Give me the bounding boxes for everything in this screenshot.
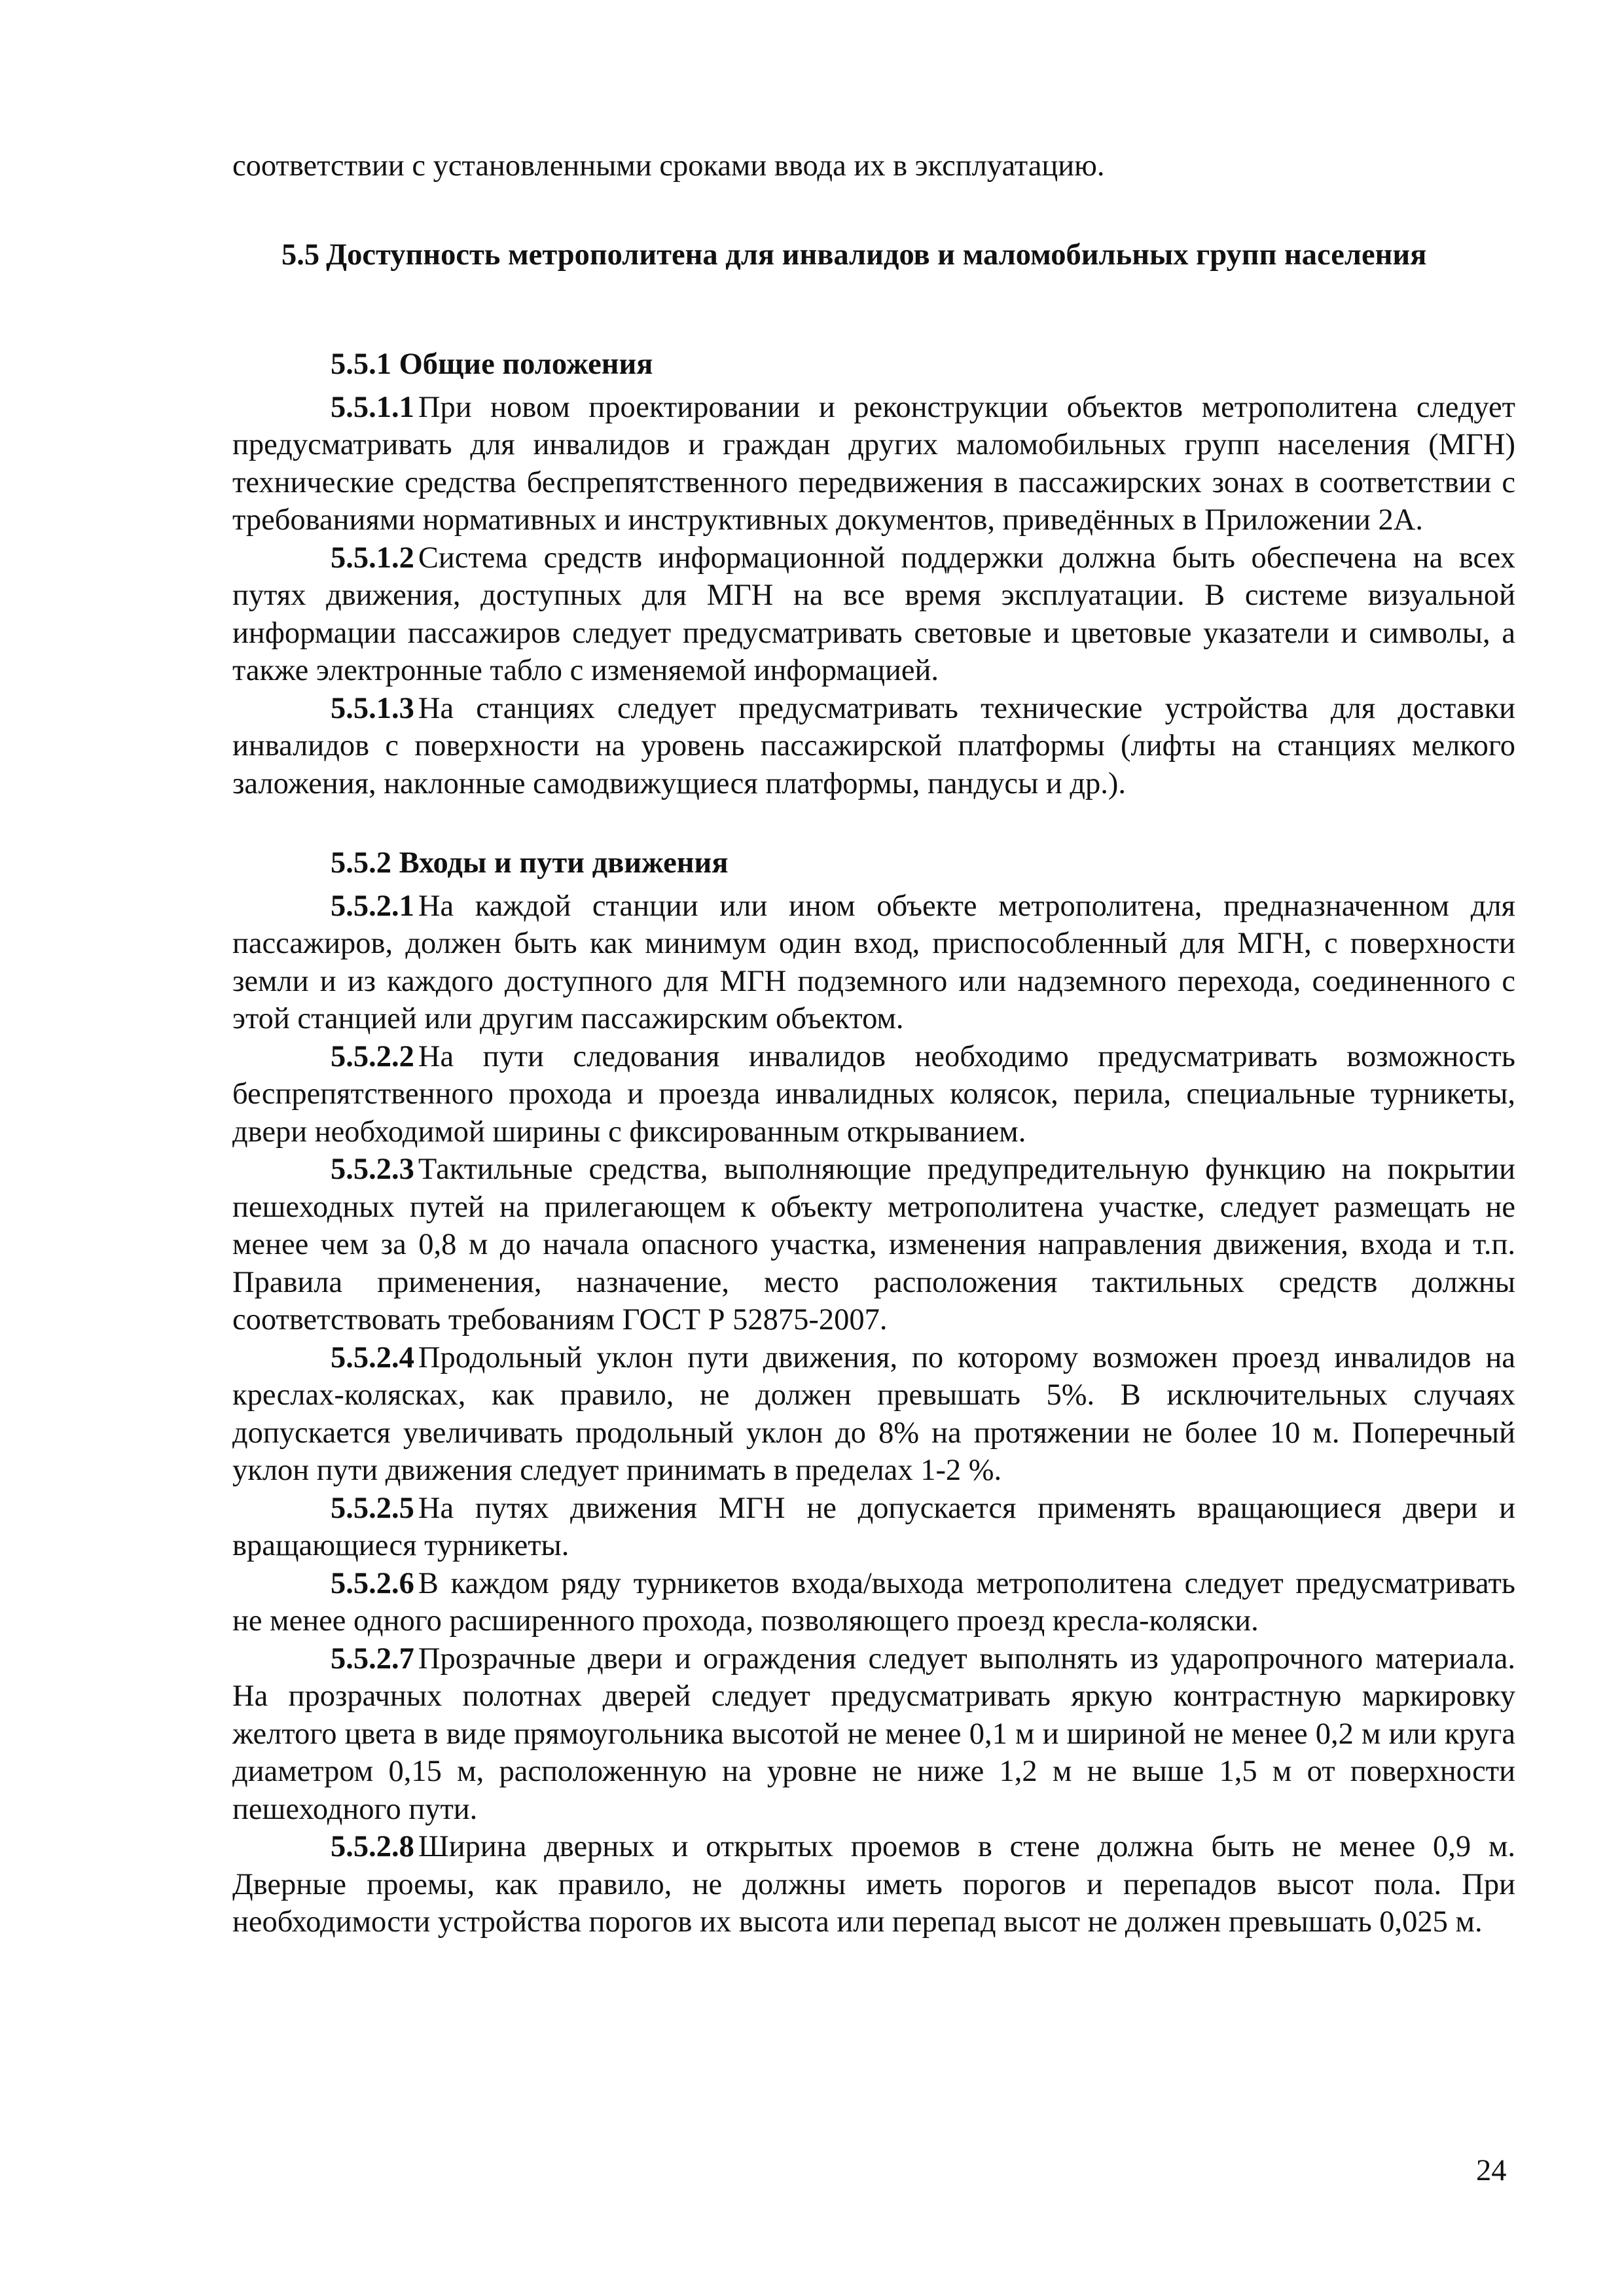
paragraph-5-5-1-2 [232, 539, 1515, 690]
paragraph-5-5-2-7 [232, 1640, 1515, 1829]
paragraph-text: На пути следования инвалидов необходимо предусматривать возможность беспрепятственного прохода и проезда инвалидных колясок, перила, специальные турникеты, двери необходимой ширины с фиксированным открыванием. [232, 1039, 1515, 1149]
paragraph-number: 5.5.2.3 [331, 1153, 414, 1186]
paragraph-5-5-2-4 [232, 1339, 1515, 1490]
paragraph-text: На станциях следует предусматривать технические устройства для доставки инвалидов с поверхности на уровень пассажирской платформы (лифты на станциях мелкого заложения, наклонные самодвижущиеся платформы, пандусы и др.). [232, 691, 1515, 800]
paragraph-number: 5.5.1.3 [331, 691, 414, 725]
paragraph-text: На путях движения МГН не допускается применять вращающиеся двери и вращающиеся турникеты. [232, 1491, 1515, 1562]
paragraph-5-5-2-8 [232, 1828, 1515, 1941]
paragraph-number: 5.5.2.5 [331, 1491, 414, 1525]
paragraph-text: При новом проектировании и реконструкции объектов метрополитена следует предусматривать для инвалидов и граждан других маломобильных групп населения (МГН) технические средства беспрепятственного передвижения в пассажирских зонах в соответствии с требованиями нормативных и инструктивных документов, приведённых в Приложении 2А. [232, 390, 1515, 537]
paragraph-text: Система средств информационной поддержки должна быть обеспечена на всех путях движения, доступных для МГН на все время эксплуатации. В системе визуальной информации пассажиров следует предусматривать световые и цветовые указатели и символы, а также электронные табло с изменяемой информацией. [232, 541, 1515, 687]
subsection-heading-entrances: 5.5.2 Входы и пути движения [331, 846, 729, 880]
section-heading [232, 236, 1515, 274]
continuation-line: соответствии с установленными сроками ввода их в эксплуатацию. [232, 149, 1105, 183]
paragraph-5-5-2-2 [232, 1038, 1515, 1151]
paragraph-number: 5.5.2.7 [331, 1641, 414, 1676]
paragraph-5-5-1-3 [232, 690, 1515, 803]
paragraph-5-5-2-1 [232, 888, 1515, 1038]
document-page [232, 147, 1515, 1941]
paragraph-5-5-2-3 [232, 1151, 1515, 1339]
paragraph-text: На каждой станции или ином объекте метрополитена, предназначенном для пассажиров, должен быть как минимум один вход, приспособленный для МГН, с поверхности земли и из каждого доступного для МГН подземного или надземного перехода, соединенного с этой станцией или другим пассажирским объектом. [232, 889, 1515, 1035]
paragraph-number: 5.5.2.6 [331, 1566, 414, 1600]
paragraph-number: 5.5.2.4 [331, 1340, 414, 1374]
paragraph-5-5-2-5 [232, 1490, 1515, 1565]
subsection-heading-general: 5.5.1 Общие положения [331, 348, 653, 381]
paragraph-number: 5.5.2.8 [331, 1830, 414, 1863]
paragraph-5-5-1-1 [232, 389, 1515, 539]
paragraph-text: В каждом ряду турникетов входа/выхода метрополитена следует предусматривать не менее одного расширенного прохода, позволяющего проезд кресла-коляски. [232, 1566, 1515, 1638]
paragraph-text: Ширина дверных и открытых проемов в стене должна быть не менее 0,9 м. Дверные проемы, как правило, не должны иметь порогов и перепадов высот пола. При необходимости устройства порогов их высота или перепад высот не должен превышать 0,025 м. [232, 1830, 1515, 1939]
paragraph-5-5-2-6 [232, 1565, 1515, 1640]
section-number: 5.5 [281, 238, 320, 272]
paragraph-number: 5.5.1.1 [331, 390, 414, 424]
paragraph-number: 5.5.2.2 [331, 1039, 414, 1073]
paragraph-number: 5.5.2.1 [331, 889, 414, 923]
paragraph-number: 5.5.1.2 [331, 541, 414, 575]
paragraph-text: Продольный уклон пути движения, по которому возможен проезд инвалидов на креслах-колясках, как правило, не должен превышать 5%. В исключительных случаях допускается увеличивать продольный уклон до 8% на протяжении не более 10 м. Поперечный уклон пути движения следует принимать в пределах 1-2 %. [232, 1340, 1515, 1487]
paragraph-text: Прозрачные двери и ограждения следует выполнять из ударопрочного материала. На прозрачных полотнах дверей следует предусматривать яркую контрастную маркировку желтого цвета в виде прямоугольника высотой не менее 0,1 м и шириной не менее 0,2 м или круга диаметром 0,15 м, расположенную на уровне не ниже 1,2 м не выше 1,5 м от поверхности пешеходного пути. [232, 1641, 1515, 1826]
paragraph-text: Тактильные средства, выполняющие предупредительную функцию на покрытии пешеходных путей на прилегающем к объекту метрополитена участке, следует размещать не менее чем за 0,8 м до начала опасного участка, изменения направления движения, входа и т.п. Правила применения, назначение, место расположения тактильных средств должны соответствовать требованиям ГОСТ Р 52875-2007. [232, 1153, 1515, 1336]
page-number: 24 [1476, 2154, 1507, 2187]
section-title: Доступность метрополитена для инвалидов и маломобильных групп населения [326, 238, 1427, 272]
